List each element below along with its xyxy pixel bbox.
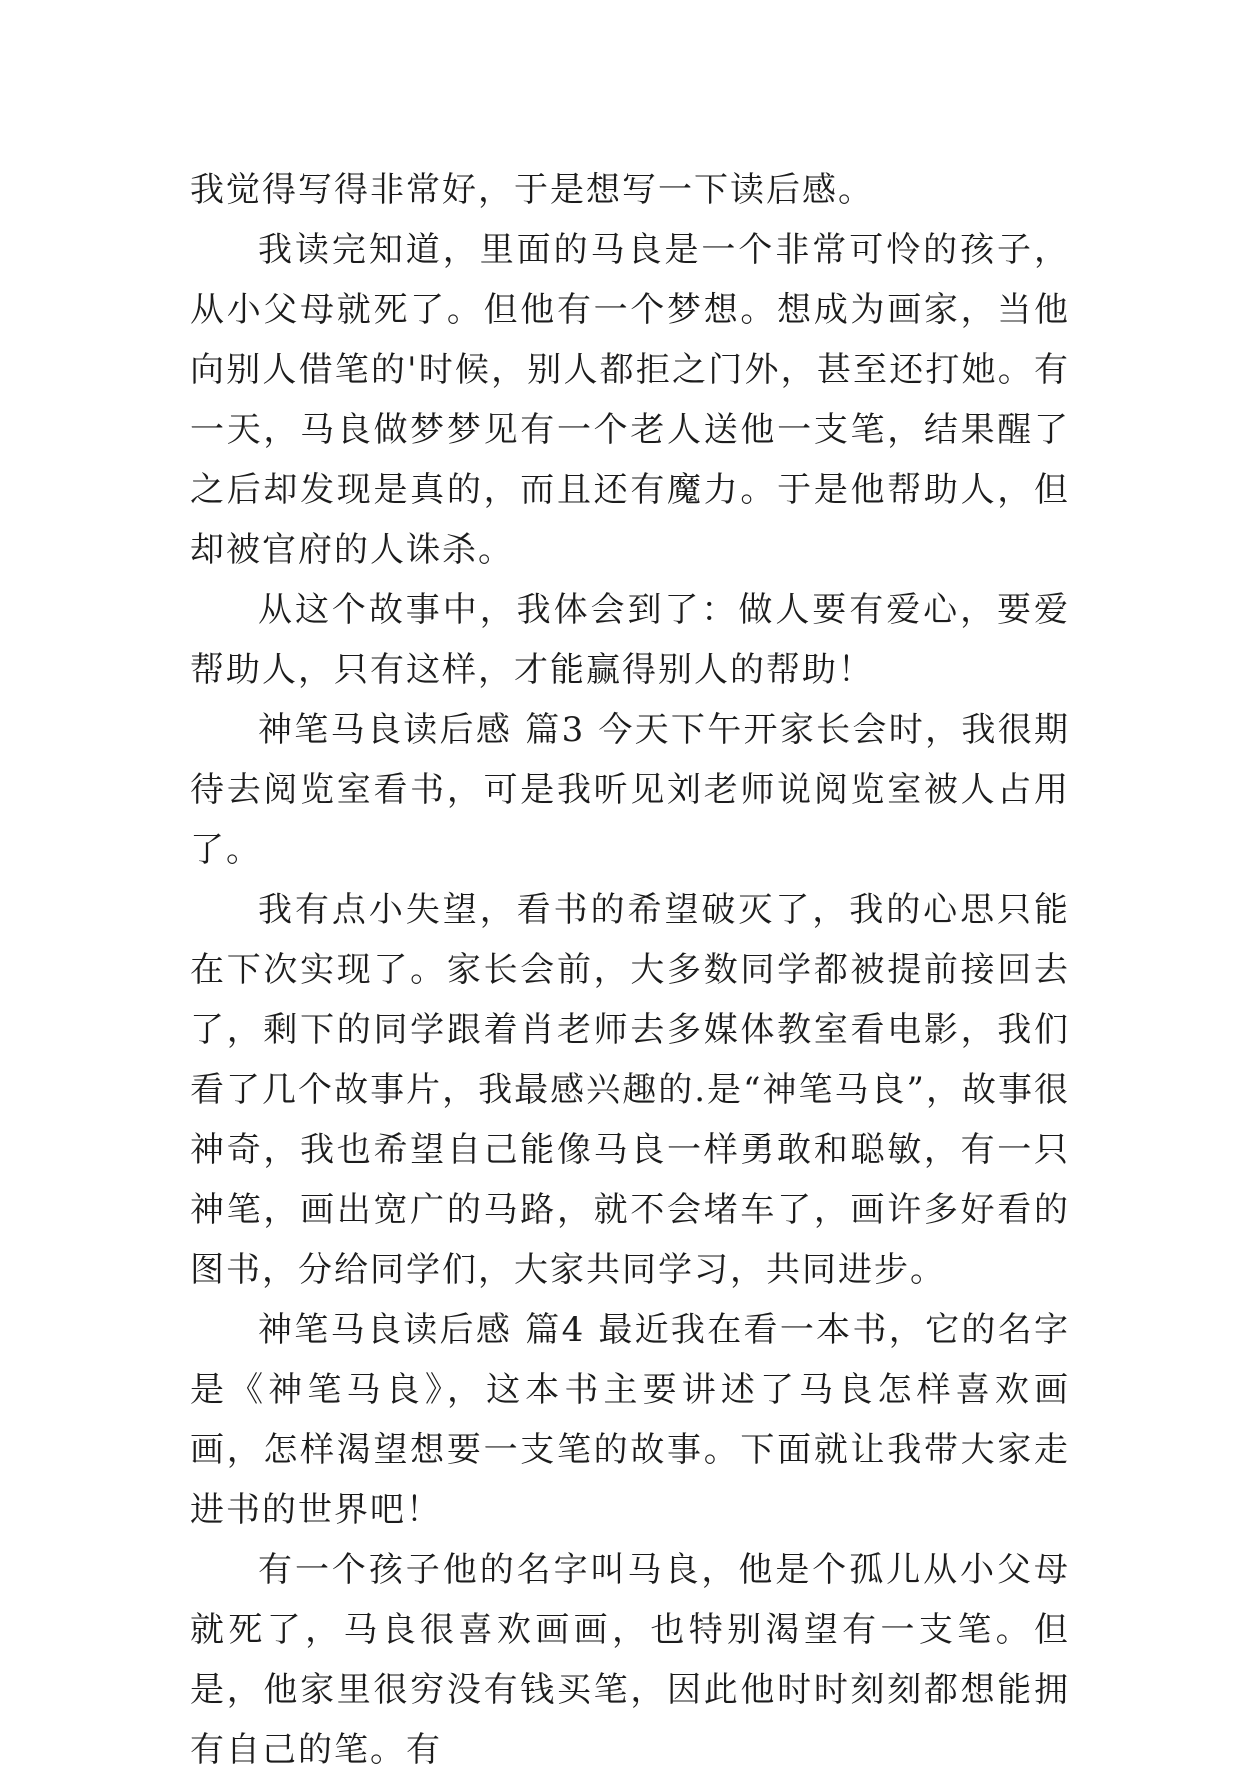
paragraph-4: 神笔马良读后感 篇3 今天下午开家长会时，我很期待去阅览室看书，可是我听见刘老师说阅览室被人占用了。: [190, 710, 1070, 870]
paragraph-6: 神笔马良读后感 篇4 最近我在看一本书，它的名字是《神笔马良》，这本书主要讲述了马良怎样喜欢画画，怎样渴望想要一支笔的故事。下面就让我带大家走进书的世界吧！: [190, 1310, 1070, 1530]
paragraph-5: 我有点小失望，看书的希望破灭了，我的心思只能在下次实现了。家长会前，大多数同学都被提前接回去了，剩下的同学跟着肖老师去多媒体教室看电影，我们看了几个故事片，我最感兴趣的.是“神笔马良”，故事很神奇，我也希望自己能像马良一样勇敢和聪敏，有一只神笔，画出宽广的马路，就不会堵车了，画许多好看的图书，分给同学们，大家共同学习，共同进步。: [190, 890, 1070, 1290]
paragraph-1: 我觉得写得非常好，于是想写一下读后感。: [190, 170, 874, 210]
document-body: [190, 160, 1070, 1780]
paragraph-2: 我读完知道，里面的马良是一个非常可怜的孩子，从小父母就死了。但他有一个梦想。想成为画家，当他向别人借笔的'时候，别人都拒之门外，甚至还打她。有一天，马良做梦梦见有一个老人送他一支笔，结果醒了之后却发现是真的，而且还有魔力。于是他帮助人，但却被官府的人诛杀。: [190, 230, 1070, 570]
paragraph-3: 从这个故事中，我体会到了：做人要有爱心，要爱帮助人，只有这样，才能赢得别人的帮助！: [190, 590, 1070, 690]
paragraph-7: 有一个孩子他的名字叫马良，他是个孤儿从小父母就死了，马良很喜欢画画，也特别渴望有一支笔。但是，他家里很穷没有钱买笔，因此他时时刻刻都想能拥有自己的笔。有: [190, 1550, 1070, 1770]
